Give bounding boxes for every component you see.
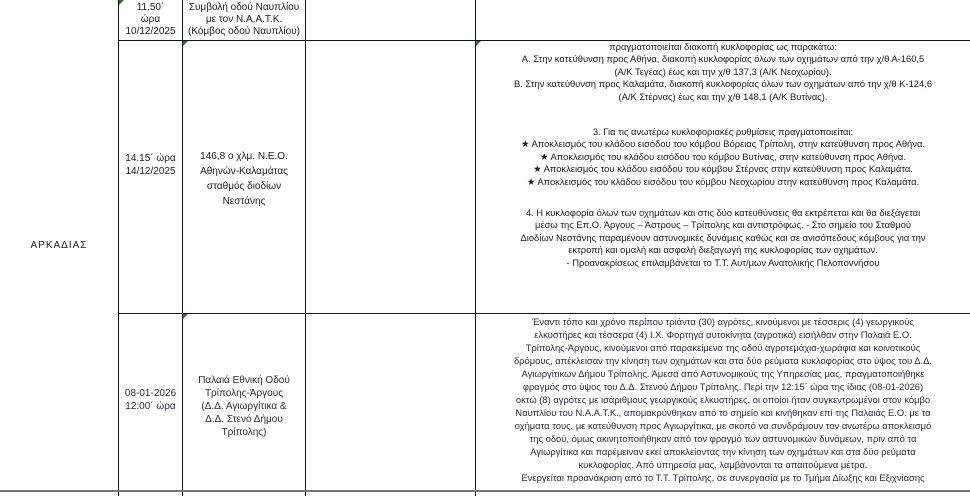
time-line: 12:00΄ ώρα [125, 401, 176, 412]
description-line: Ναυπλίου του Ν.Α.Α.Τ.Κ., απομακρύνθηκαν από το σημείο και κινήθηκαν επί της Παλαιάς Ε.Ο. με τα [515, 407, 931, 418]
description-line: της οδού, όμως ακινητοποιήθηκαν από τον φραγμό των αστυνομικών δυνάμεων, πριν από τα [529, 433, 917, 444]
location-line: Συμβολή οδού Ναυπλίου [188, 2, 300, 13]
description-line: εκτροπή και ομαλή και ασφαλή διεξαγωγή της κυκλοφορίας των οχημάτων. [568, 244, 878, 256]
time-cell [119, 150, 182, 180]
comment-marker[interactable] [183, 314, 188, 319]
location-line: Τρίπολης-Άργους [204, 387, 284, 399]
comment-marker[interactable] [183, 41, 188, 46]
location-cell [183, 148, 305, 210]
description-line: 3. Για τις ανωτέρω κυκλοφοριακές ρυθμίσεις πραγματοποιείται: [592, 126, 854, 137]
description-line: πραγματοποιείται διακοπή κυκλοφορίας ως παρακάτω: [609, 41, 837, 52]
description-line: Α. Στην κατεύθυνση προς Αθήνα, διακοπή κυκλοφορίας όλων των οχημάτων από την χ/θ Α-160,5 [521, 53, 925, 65]
description-line: ★ Αποκλεισμός του κλάδου εισόδου του κόμβου Βόρειας Τρίπολη, στην κατεύθυνση προς Αθήνα. [521, 138, 925, 150]
time-cell [119, 0, 182, 40]
description-line: ★ Αποκλεισμός του κλάδου εισόδου του κόμβου Νεοχωρίου στην κατεύθυνση προς Καλαμάτα. [526, 175, 920, 187]
location-line: Αθηνών-Καλαμάτας [200, 166, 288, 177]
location-cell [183, 370, 305, 442]
location-line: Παλαιά Εθνική Οδού [198, 374, 290, 386]
row-divider [0, 490, 970, 492]
date-line: 14/12/2025 [125, 166, 176, 177]
location-line: (Κόμβος οδού Ναυπλίου) [187, 26, 300, 37]
description-line: δρόμους, απέκλεισαν την κίνηση των οχημάτων και στα δύο ρεύματα κυκλοφορίας στο ύψος του Δ.Δ. [513, 355, 933, 366]
description-line: Ενεργείται προανάκριση από το Τ.Τ. Τρίπολης, σε συνεργασία με το Τμήμα Δίωξης και Εξιχνίασης [521, 472, 925, 483]
region-label: ΑΡΚΑΔΙΑΣ [30, 239, 88, 251]
description-line: ★ Αποκλεισμός του κλάδου εισόδου του κόμβου Στέρνας στην κατεύθυνση προς Καλαμάτα. [533, 163, 913, 175]
date-line: 10/12/2025 [125, 26, 176, 37]
description-line: οχήματα τους, με κατεύθυνση προς Αγιωργίτικα, με σκοπό να συνδράμουν τον ανωτέρω αποκλεισμό [514, 420, 932, 431]
description-line: ★ Αποκλεισμός του κλάδου εισόδου του κόμβου Βυτίνας, στην κατεύθυνση προς Αθήνα. [540, 150, 906, 162]
description-block-exclusions [476, 126, 970, 188]
location-line: Τρίπολης) [221, 426, 267, 438]
description-block-farmers [476, 315, 970, 484]
description-block-closure [476, 41, 970, 103]
location-line: με τον Ν.Α.Α.Τ.Κ. [205, 14, 283, 25]
location-line: σταθμός διοδίων [206, 181, 282, 192]
description-line: ελκυστήρες και τέσσερα (4) Ι.Χ. Φορτηγά αυτοκίνητα (αγροτικά) εισήλθαν στην Παλαιά Ε.Ο. [534, 329, 912, 340]
description-line: οκτώ (8) αγρότες με ισάριθμους γεωργικούς ελκυστήρες, οι οποίοι ήταν συγκεντρωμένοι στον κόμβο [515, 394, 931, 405]
time-line: 14.15΄ ώρα [125, 153, 176, 164]
description-line: - Προανακρίσεως επιλαμβάνεται το Τ.Τ. Αυτ/μων Ανατολικής Πελοποννήσου [566, 256, 880, 268]
description-line: Αγιωργίτικα και παρέμειναν εκεί αποκλείοντας την κίνηση των οχημάτων και στα δύο ρεύματα [530, 446, 916, 457]
description-line: φραγμός στο ύψος του Δ.Δ. Στενού Δήμου Τρίπολης. Περί την 12:15΄ ώρα της ίδιας (08-01-2026) [522, 381, 924, 392]
description-line: μέσω της Επ.Ο. Άργους – Άστρους – Τρίπολης και αντιστρόφως. - Στο σημείο του Σταθμού [535, 219, 911, 231]
column-divider [118, 0, 119, 496]
time-line: ώρα [140, 14, 161, 25]
description-line: 4. Η κυκλοφορία όλων των οχημάτων και στις δύο κατευθύνσεις θα εκτρέπεται και θα διεξάγεται [525, 207, 921, 218]
location-line: Δ.Δ. Στενό Δήμου [205, 413, 283, 425]
row-divider [118, 313, 970, 314]
location-cell [183, 0, 305, 40]
location-line: 146,8 ο χλμ. Ν.Ε.Ο. [200, 151, 288, 162]
description-line: Διοδίων Νεστάνης παραμένουν αστυνομικές δυνάμεις καθώς και σε ανισόπεδους κόμβους για την [520, 231, 926, 243]
time-cell [119, 385, 182, 415]
region-cell [0, 230, 118, 260]
date-line: 08-01-2026 [124, 388, 177, 399]
location-line: Νεστάνης [222, 196, 266, 207]
column-divider [305, 0, 306, 496]
description-line: (Α/Κ Τεγέας) έως και την χ/θ 137,3 (Α/Κ Νεοχωρίου). [614, 65, 832, 77]
description-block-detour [476, 207, 970, 269]
description-line: Β. Στην κατεύθυνση προς Καλαμάτα, διακοπή κυκλοφορίας όλων των οχημάτων από την χ/θ Κ-124,6 [513, 78, 933, 90]
description-line: Αγιωργίτικων Δήμου Τρίπολης. Άμεσα από Αστυνομικούς της Υπηρεσίας μας, πραγματοποιήθηκε [521, 368, 925, 379]
description-line: Τρίπολης-Άργους, κινούμενοι από παρακείμενα της οδού αγροτεμάχια-χωράφια και κοινοτικούς [525, 342, 921, 353]
description-line: (Α/Κ Στέρνας) έως και την χ/θ 148,1 (Α/Κ Βυτίνας). [618, 90, 828, 102]
time-line: 11.50΄ [136, 2, 165, 13]
location-line: (Δ.Δ. Αγιωργίτικα & [201, 400, 287, 412]
description-line: κυκλοφορίας. Από υπηρεσία μας, λαμβάνονται τα απαιτούμενα μέτρα. [578, 459, 868, 470]
description-line: Έναντι τόπο και χρόνο περίπου τριάντα (30) αγρότες, κινούμενοι με τέσσερις (4) γεωργικούς [532, 316, 914, 327]
